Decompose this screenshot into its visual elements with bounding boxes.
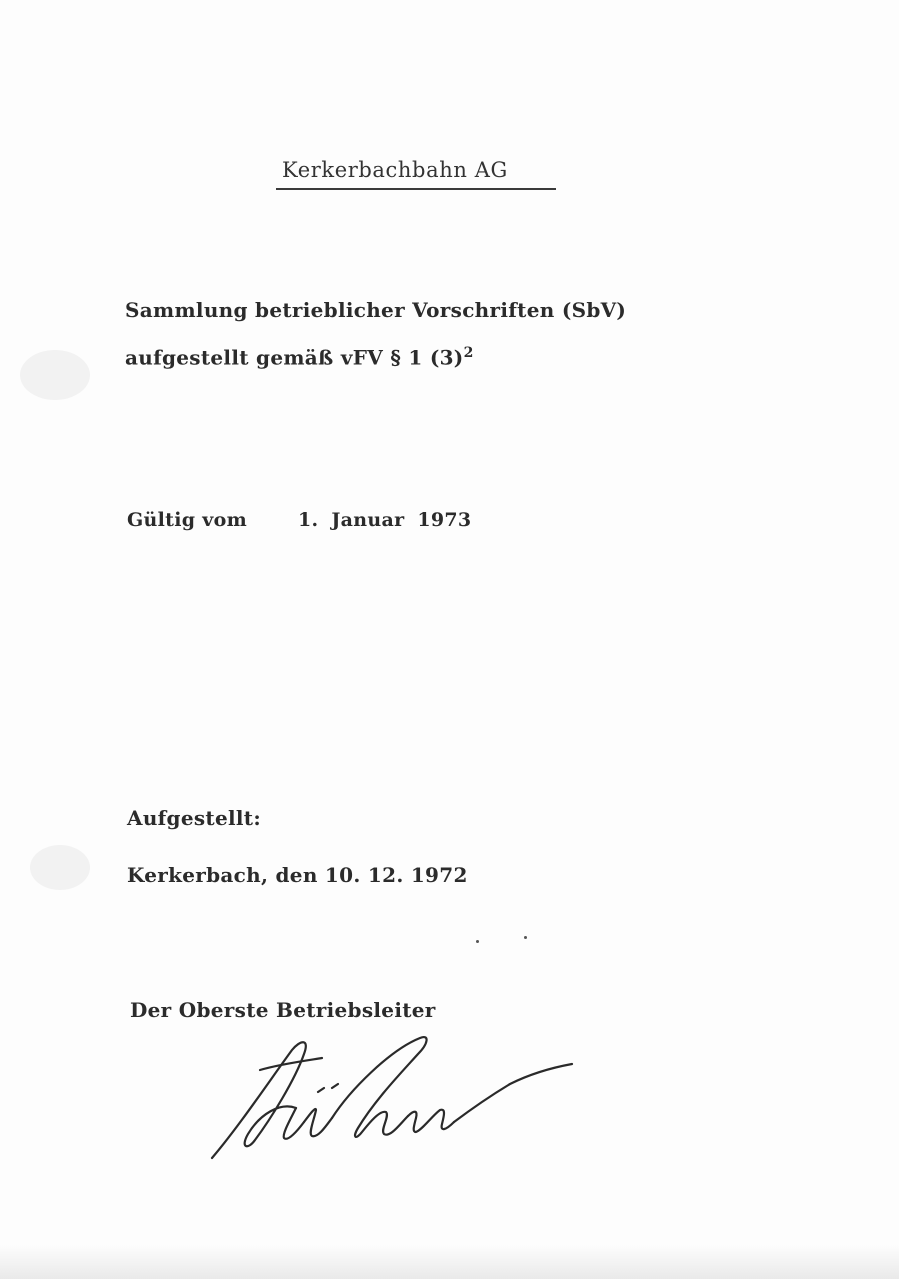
- scan-edge-shadow: [0, 1245, 899, 1279]
- title-superscript: 2: [463, 345, 474, 361]
- scan-smudge: [30, 845, 90, 890]
- prepared-label: Aufgestellt:: [127, 806, 262, 830]
- signatory-role: Der Oberste Betriebsleiter: [130, 998, 436, 1022]
- place-and-date: Kerkerbach, den 10. 12. 1972: [127, 863, 468, 887]
- company-name: Kerkerbachbahn AG: [282, 158, 508, 182]
- ink-dot: [476, 940, 479, 943]
- document-title-line-2: [125, 345, 474, 370]
- validity-label: Gültig vom: [127, 509, 247, 531]
- validity-date: 1. Januar 1973: [298, 509, 472, 531]
- ink-dot: [524, 936, 527, 939]
- title-line-2-text: aufgestellt gemäß vFV § 1 (3): [125, 345, 464, 370]
- company-underline: [276, 188, 556, 190]
- scan-smudge: [20, 350, 90, 400]
- document-title-line-1: Sammlung betrieblicher Vorschriften (SbV): [125, 298, 627, 322]
- handwritten-signature: [200, 1030, 580, 1170]
